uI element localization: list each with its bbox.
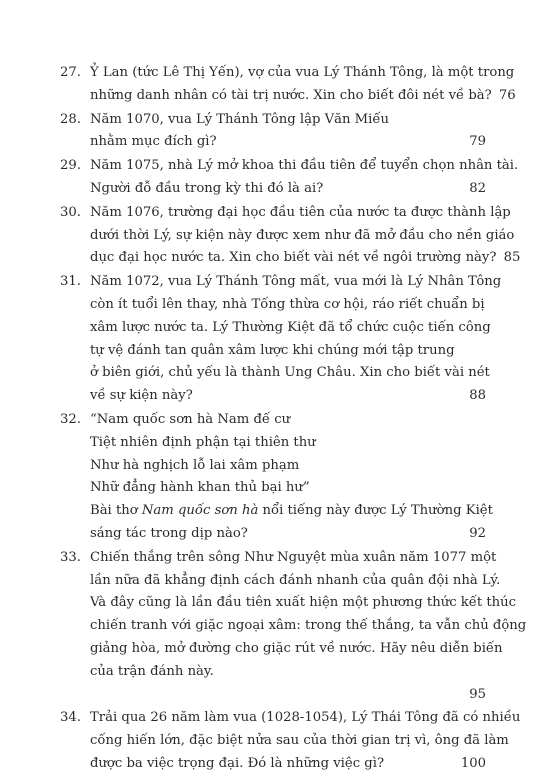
- entry-number: 29.: [60, 158, 81, 174]
- page-number: 82: [469, 180, 486, 196]
- entry-text-line: Năm 1075, nhà Lý mở khoa thi đầu tiên để tuyển chọn nhân tài.: [90, 158, 519, 174]
- entry-text-line: những danh nhân có tài trị nước. Xin cho biết đôi nét về bà?: [90, 87, 492, 103]
- entry-text-line: về sự kiện này?: [90, 388, 193, 404]
- toc-entry-32[interactable]: [60, 409, 493, 546]
- entry-text-line: Chiến thắng trên sông Như Nguyệt mùa xuân năm 1077 một: [90, 549, 497, 565]
- entry-text-line: Năm 1070, vua Lý Thánh Tông lập Văn Miếu: [90, 111, 390, 127]
- toc-entry-34[interactable]: [60, 707, 521, 775]
- entry-number: 34.: [60, 710, 81, 726]
- entry-text-line: xâm lược nước ta. Lý Thường Kiệt đã tổ chức cuộc tiến công: [90, 319, 491, 335]
- entry-number: 28.: [60, 111, 81, 127]
- entry-text-line: tự vệ đánh tan quân xâm lược khi chúng mới tập trung: [90, 342, 455, 358]
- entry-text-line: Ỷ Lan (tức Lê Thị Yến), vợ của vua Lý Thánh Tông, là một trong: [90, 65, 515, 80]
- table-of-contents: [60, 62, 527, 777]
- entry-text-line: lần nữa đã khẳng định cách đánh nhanh của quân đội nhà Lý.: [90, 572, 501, 588]
- entry-text-line: của trận đánh này.: [90, 663, 214, 679]
- toc-entry-33[interactable]: [60, 547, 527, 707]
- page-number: 76: [498, 87, 516, 103]
- entry-number: 33.: [60, 549, 81, 565]
- entry-text-line: còn ít tuổi lên thay, nhà Tống thừa cơ hội, ráo riết chuẩn bị: [90, 296, 485, 312]
- toc-entry-29[interactable]: [60, 155, 519, 201]
- entry-number: 27.: [60, 65, 81, 80]
- poem-line: Như hà nghịch lỗ lai xâm phạm: [90, 457, 300, 473]
- entry-text-line: dục đại học nước ta. Xin cho biết vài nét về ngôi trường này?: [90, 250, 497, 266]
- page-number: 95: [469, 686, 486, 702]
- entry-text-line: giảng hòa, mở đường cho giặc rút về nước. Hãy nêu diễn biến: [90, 640, 503, 656]
- entry-text-line: dưới thời Lý, sự kiện này được xem như đã mở đầu cho nền giáo: [90, 227, 515, 243]
- entry-text-line: cống hiến lớn, đặc biệt nửa sau của thời gian trị vì, ông đã làm: [90, 733, 509, 749]
- entry-text-line: chiến tranh với giặc ngoại xâm: trong thế thắng, ta vẫn chủ động: [90, 618, 527, 634]
- entry-text-line: sáng tác trong dịp nào?: [90, 525, 248, 541]
- entry-text-line: Và đây cũng là lần đầu tiên xuất hiện một phương thức kết thúc: [90, 595, 517, 611]
- page-number: 100: [460, 755, 486, 771]
- poem-title: Nam quốc sơn hà: [141, 503, 259, 519]
- toc-entry-28[interactable]: [60, 109, 486, 155]
- entry-text-line: Người đỗ đầu trong kỳ thi đó là ai?: [90, 180, 324, 196]
- entry-text-line: Năm 1076, trường đại học đầu tiên của nước ta được thành lập: [90, 204, 511, 220]
- poem-line: “Nam quốc sơn hà Nam đế cư: [90, 411, 291, 427]
- poem-line: Nhữ đẳng hành khan thủ bại hư”: [90, 480, 310, 496]
- page-number: 88: [469, 388, 486, 404]
- entry-number: 30.: [60, 204, 81, 220]
- entry-number: 32.: [60, 411, 81, 427]
- poem-line: Tiệt nhiên định phận tại thiên thư: [90, 434, 316, 450]
- toc-entry-31[interactable]: [60, 271, 502, 408]
- page-number: 79: [469, 134, 486, 150]
- entry-text-line: Trải qua 26 năm làm vua (1028-1054), Lý Thái Tông đã có nhiều: [90, 710, 521, 726]
- entry-text-line: ở biên giới, chủ yếu là thành Ung Châu. Xin cho biết vài nét: [90, 365, 490, 381]
- toc-entry-27[interactable]: [60, 62, 516, 108]
- entry-number: 31.: [60, 274, 81, 290]
- entry-text-line: được ba việc trọng đại. Đó là những việc gì?: [90, 755, 385, 771]
- toc-entry-30[interactable]: [60, 202, 521, 270]
- entry-text-line: nhằm mục đích gì?: [90, 134, 217, 150]
- page-number: 92: [469, 525, 486, 541]
- page-number: 85: [503, 250, 521, 266]
- entry-text-line: Năm 1072, vua Lý Thánh Tông mất, vua mới là Lý Nhân Tông: [90, 274, 502, 290]
- entry-text-line: Bài thơ Nam quốc sơn hà nổi tiếng này được Lý Thường Kiệt: [90, 503, 493, 519]
